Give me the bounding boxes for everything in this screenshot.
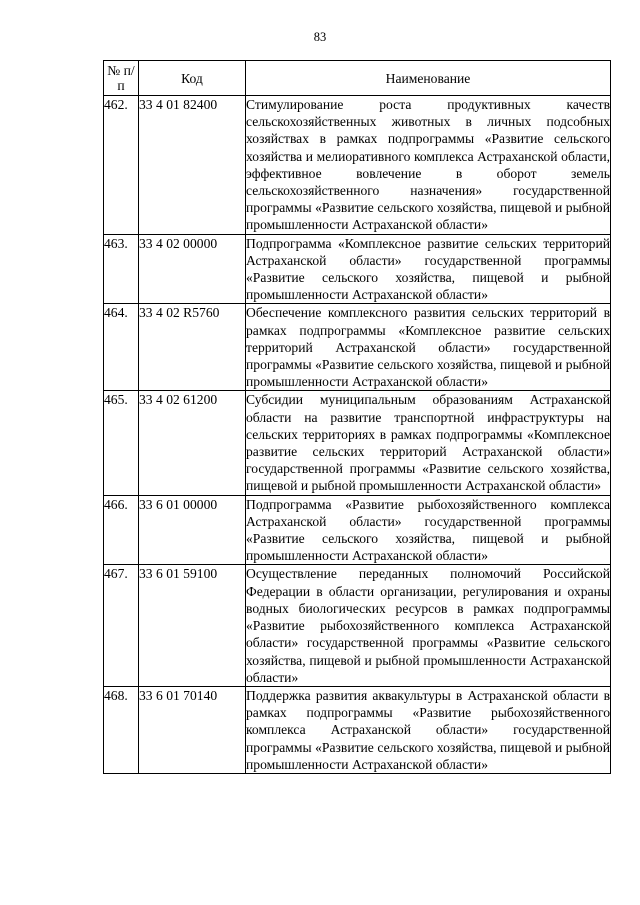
table-row (104, 565, 611, 686)
row-name: Стимулирование роста продуктивных качеств сельскохозяйственных животных в личных подсобных хозяйствах в рамках подпрограммы «Развитие сельского хозяйства и мелиоративного комплекса Астраханской области, эффективное вовлечение в оборот земель сельскохозяйственного назначения» государственной программы «Развитие сельского хозяйства, пищевой и рыбной промышленности Астраханской области» (246, 97, 610, 233)
row-number: 462. (104, 96, 139, 235)
table-row (104, 304, 611, 391)
page-number: 83 (313, 30, 327, 44)
table-row (104, 391, 611, 495)
row-number: 468. (104, 686, 139, 773)
header-name: Наименование (246, 61, 611, 96)
table-header-row (104, 61, 611, 96)
table-row (104, 495, 611, 565)
header-number: № п/п (104, 61, 139, 96)
row-name: Подпрограмма «Комплексное развитие сельских территорий Астраханской области» государственной программы «Развитие сельского хозяйства, пищевой и рыбной промышленности Астраханской области» (246, 235, 610, 303)
row-name: Подпрограмма «Развитие рыбохозяйственного комплекса Астраханской области» государственной программы «Развитие сельского хозяйства, пищевой и рыбной промышленности Астраханской области» (246, 496, 610, 564)
row-number: 466. (104, 495, 139, 565)
header-code: Код (139, 61, 246, 96)
row-number: 465. (104, 391, 139, 495)
row-number: 463. (104, 234, 139, 304)
row-code: 33 4 01 82400 (139, 96, 246, 235)
row-name: Субсидии муниципальным образованиям Астраханской области на развитие транспортной инфраструктуры на сельских территориях в рамках подпрограммы «Комплексное развитие сельских территорий Астраханской области» государственной программы «Развитие сельского хозяйства, пищевой и рыбной промышленности Астраханской области» (246, 392, 610, 494)
row-code: 33 4 02 00000 (139, 234, 246, 304)
row-code: 33 6 01 70140 (139, 686, 246, 773)
row-number: 467. (104, 565, 139, 686)
row-number: 464. (104, 304, 139, 391)
row-name: Осуществление переданных полномочий Российской Федерации в области организации, регулирования и охраны водных биологических ресурсов в рамках подпрограммы «Развитие рыбохозяйственного комплекса Астраханской области» государственной программы «Развитие сельского хозяйства, пищевой и рыбной промышленности Астраханской области» (246, 566, 610, 685)
row-code: 33 6 01 59100 (139, 565, 246, 686)
row-code: 33 6 01 00000 (139, 495, 246, 565)
row-code: 33 4 02 61200 (139, 391, 246, 495)
row-name: Обеспечение комплексного развития сельских территорий в рамках подпрограммы «Комплексное развитие сельских территорий Астраханской области» государственной программы «Развитие сельского хозяйства, пищевой и рыбной промышленности Астраханской области» (246, 305, 610, 390)
table-row (104, 234, 611, 304)
budget-code-table (103, 60, 611, 774)
row-name: Поддержка развития аквакультуры в Астраханской области в рамках подпрограммы «Развитие рыбохозяйственного комплекса Астраханской области» государственной программы «Развитие сельского хозяйства, пищевой и рыбной промышленности Астраханской области» (246, 687, 610, 772)
table-row (104, 686, 611, 773)
row-code: 33 4 02 R5760 (139, 304, 246, 391)
table-row (104, 96, 611, 235)
